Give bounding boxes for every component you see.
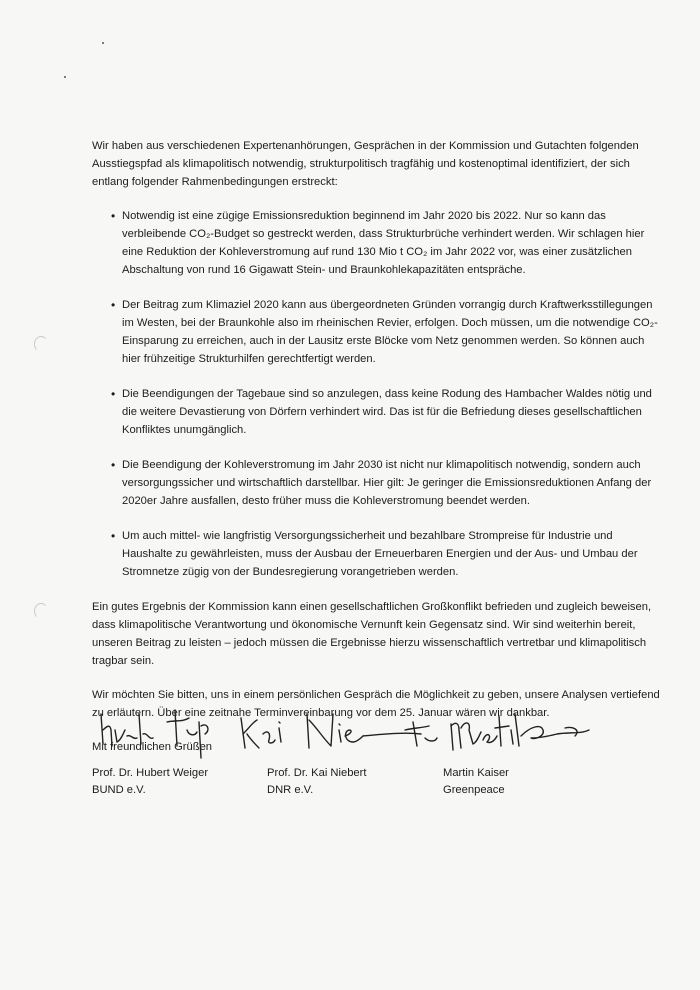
bullet-icon: • [111, 529, 116, 543]
punch-hole-mark [34, 603, 48, 619]
conditions-list [92, 207, 660, 581]
signer-weiger [92, 765, 208, 799]
list-item [92, 385, 660, 439]
list-item-text: Die Beendigungen der Tagebaue sind so anzulegen, dass keine Rodung des Hambacher Waldes nötig und die weitere Devastierung von Dörfern verhindert wird. Das ist für die Befriedung dieses gesellschaftlichen Konfliktes unumgänglich. [122, 388, 652, 436]
signer-org: DNR e.V. [267, 784, 314, 796]
bullet-icon: • [111, 387, 116, 401]
signer-name: Prof. Dr. Hubert Weiger [92, 767, 209, 779]
letter-body [92, 137, 660, 756]
bullet-icon: • [111, 458, 116, 472]
signer-org: Greenpeace [443, 784, 505, 796]
list-item-text: Um auch mittel- wie langfristig Versorgungssicherheit und bezahlbare Strompreise für Industrie und Haushalte zu gewährleisten, muss der Ausbau der Erneuerbaren Energien und der Aus- und Umbau der Stromnetze zügig von der Bundesregierung vorangetrieben werden. [122, 530, 638, 578]
list-item-text: Der Beitrag zum Klimaziel 2020 kann aus übergeordneten Gründen vorrangig durch Kraftwerksstillegungen im Westen, bei der Braunkohle also im rheinischen Revier, erfolgen. Doch müssen, um die notwendige CO₂-Einsparung zu erreichen, auch in der Lausitz erste Blöcke vom Netz genommen werden. So können auch hier frühzeitige Strukturhilfen gerechtfertigt werden. [122, 299, 658, 365]
bullet-icon: • [111, 298, 116, 312]
punch-hole-mark [34, 336, 48, 352]
signer-org: BUND e.V. [92, 784, 146, 796]
intro-paragraph: Wir haben aus verschiedenen Expertenanhörungen, Gesprächen in der Kommission und Gutachten folgenden Ausstiegspfad als klimapolitisch notwendig, strukturpolitisch tragfähig und kostenoptimal identifiziert, der sich entlang folgender Rahmenbedingungen erstreckt: [92, 140, 639, 188]
list-item [92, 456, 660, 510]
closing-greeting: Mit freundlichen Grüßen [92, 741, 213, 753]
list-item [92, 207, 660, 279]
signer-niebert [267, 765, 366, 799]
list-item [92, 296, 660, 368]
bullet-icon: • [111, 209, 116, 223]
list-item-text: Die Beendigung der Kohleverstromung im Jahr 2030 ist nicht nur klimapolitisch notwendig, sondern auch versorgungssicher und wirtschaftlich darstellbar. Hier gilt: Je geringer die Emissionsreduktionen Anfang der 2020er Jahre ausfallen, desto früher muss die Kohleverstromung beendet werden. [122, 459, 652, 507]
signer-name: Martin Kaiser [443, 767, 509, 779]
scan-speck [64, 76, 66, 78]
request-paragraph: Wir möchten Sie bitten, uns in einem persönlichen Gespräch die Möglichkeit zu geben, unsere Analysen vertiefend zu erläutern. Über eine zeitnahe Terminvereinbarung vor dem 25. Januar wären wir dankbar. [92, 689, 660, 719]
scan-speck [102, 42, 104, 44]
list-item [92, 527, 660, 581]
signatures-image [95, 700, 615, 760]
list-item-text: Notwendig ist eine zügige Emissionsreduktion beginnend im Jahr 2020 bis 2022. Nur so kann das verbleibende CO₂-Budget so gestreckt werden, dass Strukturbrüche verhindert werden. Wir schlagen hier eine Reduktion der Kohleverstromung auf rund 130 Mio t CO₂ im Jahr 2022 vor, was einer zusätzlichen Abschaltung von rund 16 Gigawatt Stein- und Braunkohlekapazitäten entspräche. [122, 210, 645, 276]
signer-kaiser [443, 765, 509, 799]
signer-name: Prof. Dr. Kai Niebert [267, 767, 367, 779]
result-paragraph: Ein gutes Ergebnis der Kommission kann einen gesellschaftlichen Großkonflikt befrieden und zugleich beweisen, dass klimapolitische Verantwortung und ökonomische Vernunft kein Gegensatz sind. Wir sind weiterhin bereit, unseren Beitrag zu leisten – jedoch müssen die Ergebnisse hierzu wissenschaftlich vertretbar und klimapolitisch tragbar sein. [92, 601, 652, 667]
